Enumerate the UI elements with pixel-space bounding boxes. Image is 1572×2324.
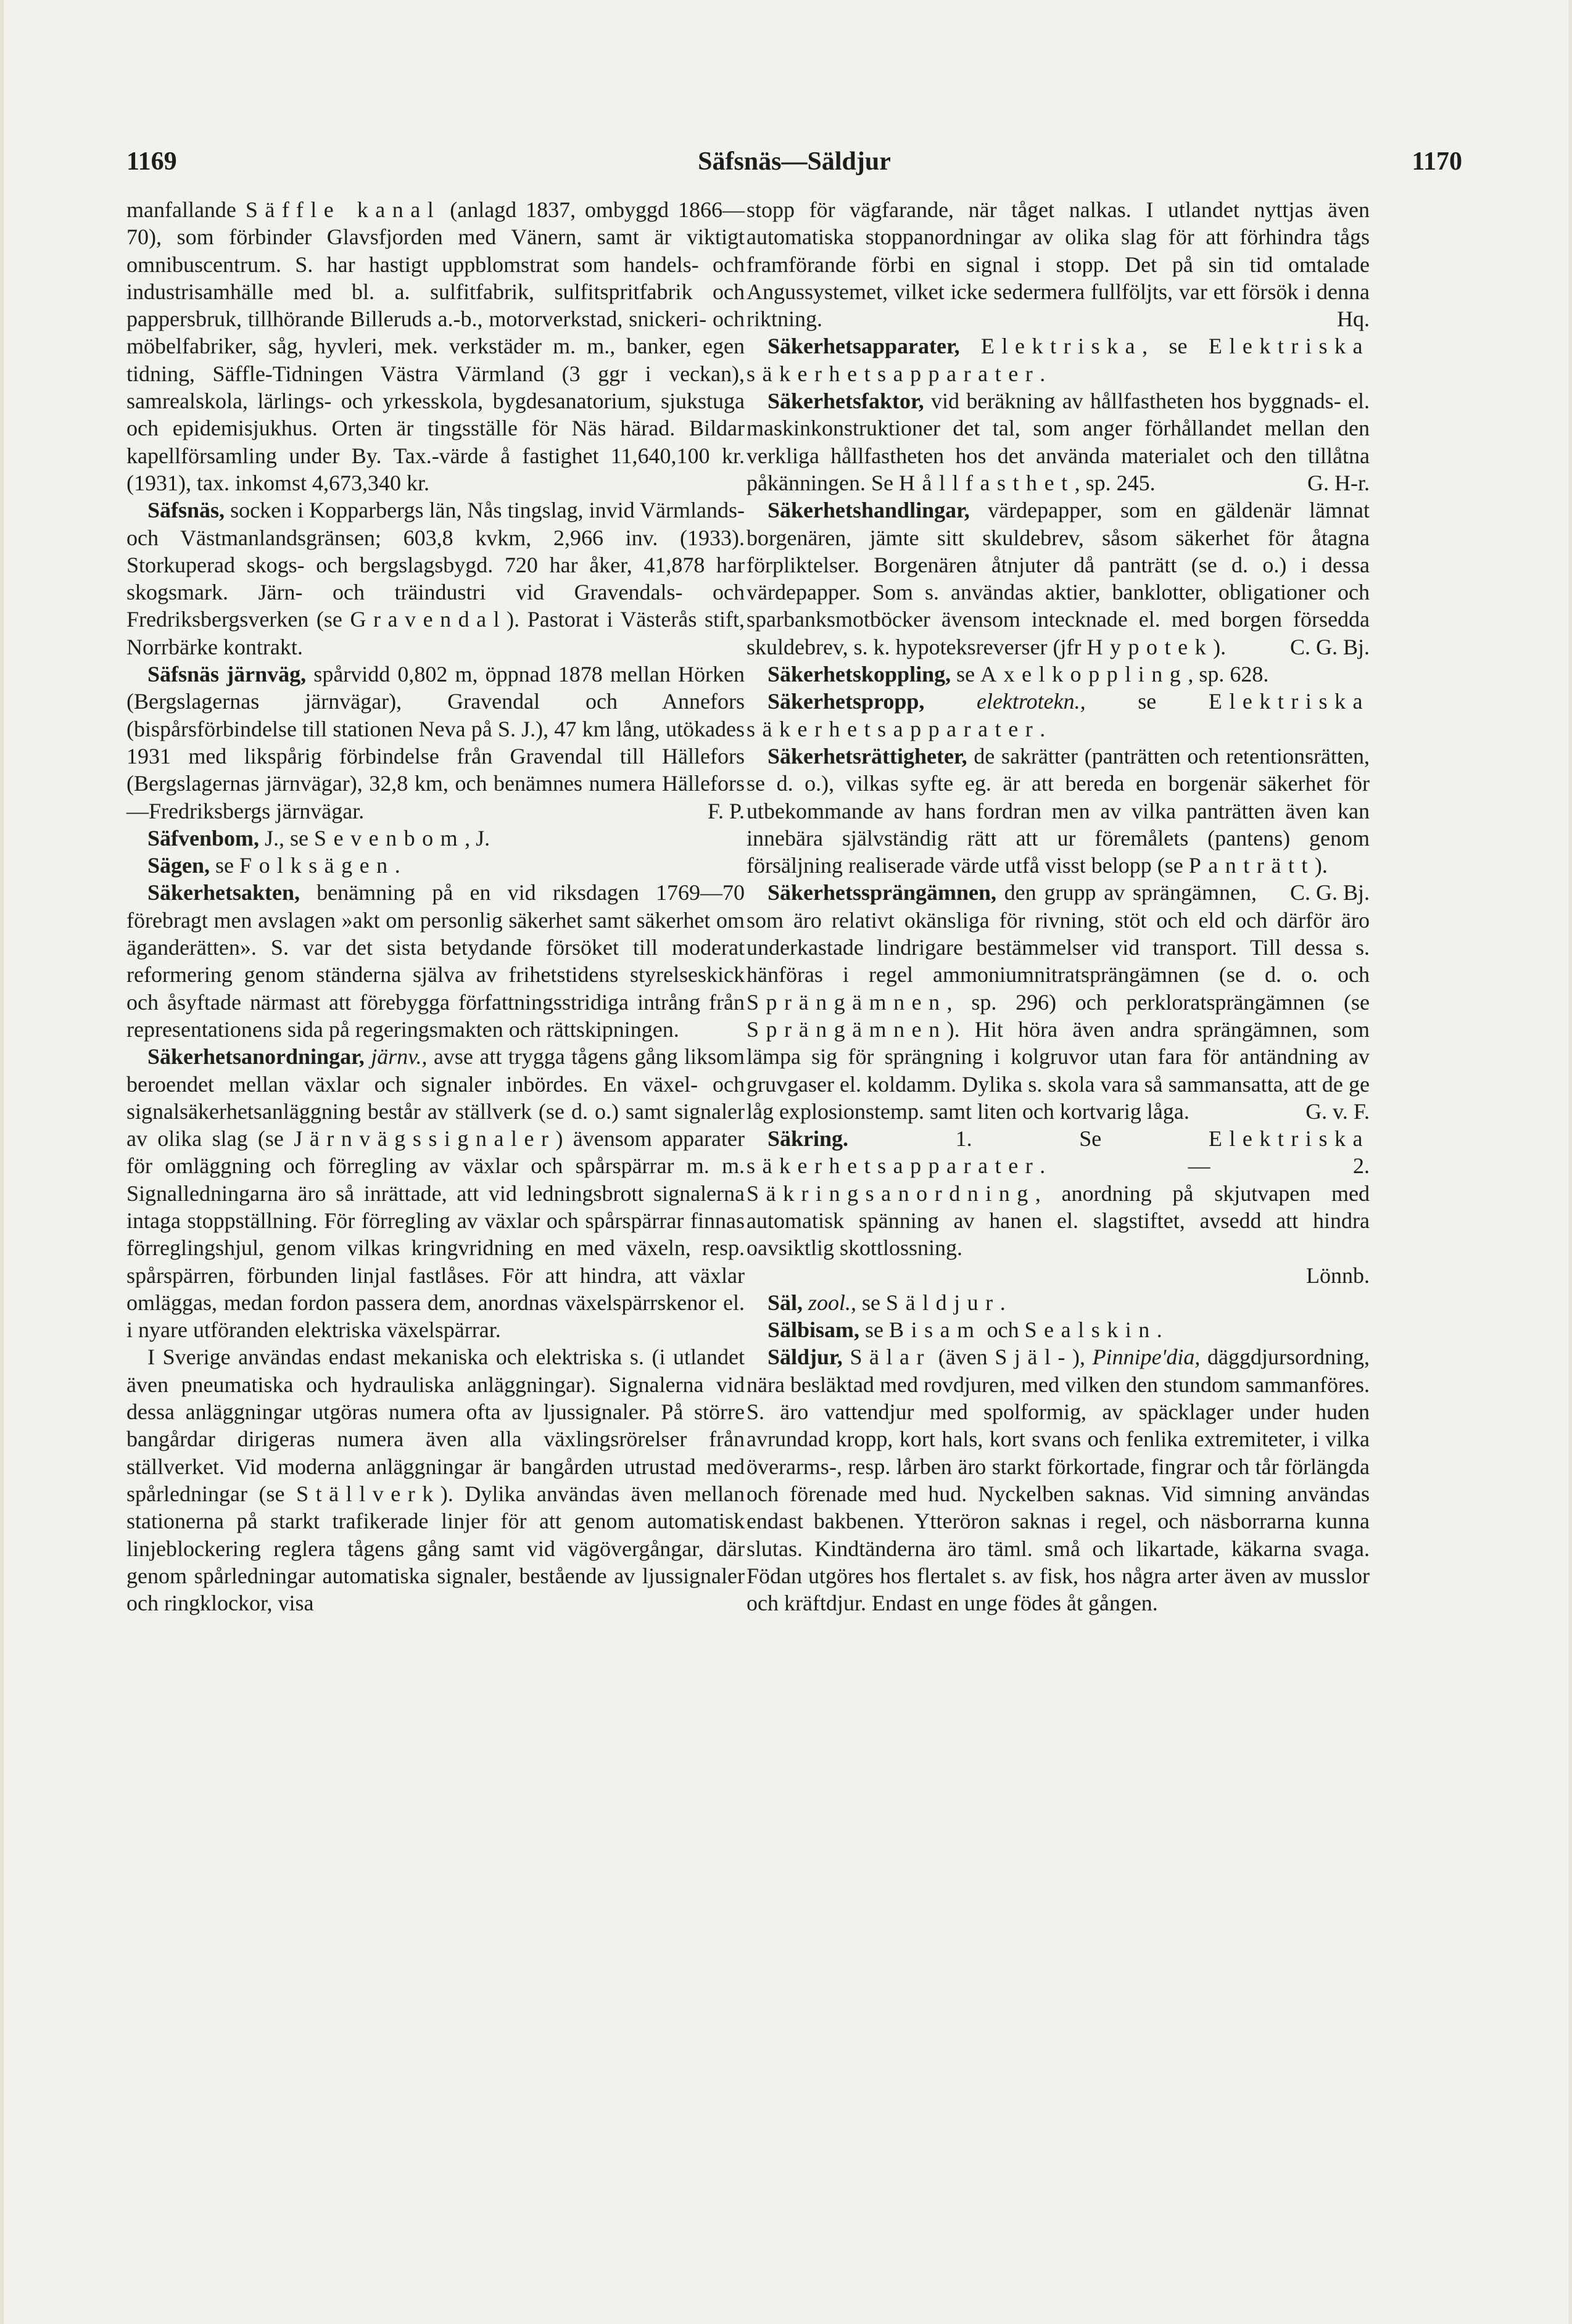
headword: Säl, xyxy=(767,1290,803,1315)
running-title: Säfsnäs—Säldjur xyxy=(698,147,891,176)
entry-sakerhetsfaktor: Säkerhetsfaktor, vid beräkning av hållfastheten hos byggnads- el. maskinkonstruktioner det tal, som anger förhållandet mellan den verkliga hållfastheten hos det använda materialet och den tillåtna påkänningen. Se Hållfasthet, sp. 245. G. H-r. xyxy=(747,387,1370,497)
headword: Säkerhetshandlingar, xyxy=(767,498,970,523)
entry-sakerhetsanordningar-end: stopp för vägfarande, när tåget nalkas. I utlandet nyttjas även automatiska stoppanordningar av olika slag för att förhindra tågs framförande förbi en signal i stopp. Det på sin tid omtalade Angussystemet, vilket icke sedermera fullföljts, var ett försök i denna riktning. Hq. xyxy=(747,196,1370,332)
author-signature: G. H-r. xyxy=(1307,470,1370,495)
left-column xyxy=(126,196,745,1617)
headword: Säkerhetsfaktor, xyxy=(767,389,924,414)
author-signature: C. G. Bj. xyxy=(1289,880,1370,905)
entry-safsnas: Säfsnäs, socken i Kopparbergs län, Nås tingslag, invid Värmlands- och Västmanlandsgränsen; 603,8 kvkm, 2,966 inv. (1933). Storkuperad skogs- och bergslagsbygd. 720 har åker, 41,878 har skogsmark. Järn- och träindustri vid Gravendals- och Fredriksbergsverken (se Gravendal). Pastorat i Västerås stift, Norrbärke kontrakt. xyxy=(126,498,745,659)
entry-sakerhetshandlingar: Säkerhetshandlingar, värdepapper, som en gäldenär lämnat borgenären, jämte sitt skuldebrev, såsom säkerhet för åtagna förpliktelser. Borgenären åtnjuter då panträtt (se d. o.) i dessa värdepapper. Som s. användas aktier, banklotter, obligationer och sparbanksmotböcker ävensom intecknade el. med borgen försedda skuldebrev, s. k. hypoteksreverser (jfr Hypotek). C. G. Bj. xyxy=(747,497,1370,661)
entry-sakerhetspropp: Säkerhetspropp, elektrotekn., se Elektriska säkerhetsapparater. xyxy=(747,689,1370,741)
headword: Säkerhetsakten, xyxy=(147,880,300,905)
headword: Säfsnäs järnväg, xyxy=(147,662,307,687)
entry-sagen: Sägen, se Folksägen. xyxy=(147,853,400,878)
entry-sakerhetsakten: Säkerhetsakten, benämning på en vid riksdagen 1769—70 förebragt men avslagen »akt om personlig säkerhet samt säkerhet om äganderätten». S. var det sista betydande försöket till moderat reformering genom ständerna själva av frihetstidens styrelseskick och åsyftade närmast att förebygga författningsstridiga intrång från representationens sida på regeringsmakten och rättskipningen. xyxy=(126,880,745,1042)
entry-sakerhetsanordningar-cont: I Sverige användas endast mekaniska och elektriska s. (i utlandet även pneumatiska och hydrauliska anläggningar). Signalerna vid dessa anläggningar utgöras numera ofta av ljussignaler. På större bangårdar dirigeras numera även alla växlingsrörelser från ställverket. Vid moderna anläggningar är bangården utrustad med spårledningar (se Ställverk). Dylika användas även mellan stationerna på starkt trafikerade linjer för att genom automatisk linjeblockering reglera tågens gång samt vid vägövergångar, där genom spårledningar automatiska signaler, bestående av ljussignaler och ringklockor, visa xyxy=(126,1345,745,1616)
headword: Säkerhetsanordningar, xyxy=(147,1044,365,1069)
entry-sal: Säl, zool., se Säldjur. xyxy=(767,1290,1006,1315)
entry-sakerhetssprangamnen: Säkerhetssprängämnen, den grupp av sprängämnen, som äro relativt okänsliga för rivning, stöt och eld och därför äro underkastade lindrigare bestämmelser vid transport. Till dessa s. hänföras i regel ammoniumnitratsprängämnen (se d. o. och Sprängämnen, sp. 296) och perkloratsprängämnen (se Sprängämnen). Hit höra även andra sprängämnen, som lämpa sig för sprängning i kolgruvor utan fara för antändning av gruvgaser el. koldamm. Dylika s. skola vara så sammansatta, att de ge låg explosionstemp. samt liten och kortvarig låga. G. v. F. xyxy=(747,879,1370,1125)
entry-salbisam: Sälbisam, se Bisam och Sealskin. xyxy=(767,1317,1162,1343)
headword: Säkerhetsrättigheter, xyxy=(767,743,967,768)
headword: Säldjur, xyxy=(767,1345,843,1370)
headword: Säkring. xyxy=(767,1126,849,1152)
headword: Säkerhetssprängämnen, xyxy=(767,880,997,905)
entry-sakerhetsanordningar: Säkerhetsanordningar, järnv., avse att trygga tågens gång liksom beroendet mellan växlar och signaler inbördes. En växel- och signalsäkerhetsanläggning består av ställverk (se d. o.) samt signaler av olika slag (se Järnvägssignaler) ävensom apparater för omläggning och förregling av växlar och spårspärrar m. m. Signalledningarna äro så inrättade, att vid ledningsbrott signalerna intaga stoppställning. För förregling av växlar och spårspärrar finnas förreglingshjul, genom vilkas kringvridning en med växeln, resp. spårspärren, förbunden linjal fastlåses. För att hindra, att växlar omläggas, medan fordon passera dem, anordnas växelspärrskenor el. i nyare utföranden elektriska växelspärrar. xyxy=(126,1044,745,1343)
right-column xyxy=(747,196,1370,1617)
entry-sakerhetskoppling: Säkerhetskoppling, se Axelkoppling, sp. 628. xyxy=(767,662,1269,687)
author-signature: G. v. F. xyxy=(1305,1098,1370,1124)
page-header xyxy=(126,147,1462,184)
author-signature: Lönnb. xyxy=(1306,1263,1370,1288)
headword: Sägen, xyxy=(147,853,210,878)
entry-saffle-continuation: manfallande Säffle kanal (anlagd 1837, ombyggd 1866—70), som förbinder Glavsfjorden med Vänern, samt är viktigt omnibuscentrum. S. har hastigt uppblomstrat som handels- och industrisamhälle med bl. a. sulfitfabrik, sulfitspritfabrik och pappersbruk, tillhörande Billeruds a.-b., motorverkstad, snickeri- och möbelfabriker, såg, hyvleri, mek. verkstäder m. m., banker, egen tidning, Säffle-Tidningen Västra Värmland (3 ggr i veckan), samrealskola, lärlings- och yrkesskola, bygdesanatorium, sjukstuga och epidemisjukhus. Orten är tingsställe för Näs härad. Bildar kapellförsamling under By. Tax.-värde å fastighet 11,640,100 kr. (1931), tax. inkomst 4,673,340 kr. xyxy=(126,197,745,495)
headword: Säfvenbom, xyxy=(147,825,260,851)
author-signature: Hq. xyxy=(1337,307,1370,332)
entry-saldjur: Säldjur, Sälar (även Själ-), Pinnipe'dia, däggdjursordning, nära besläktad med rovdjuren, med vilken den stundom sammanföres. S. äro vattendjur med spolformig, av späcklager under huden avrundad kropp, kort hals, kort svans och fenlika extremiteter, i vilka överarms-, resp. lårben äro starkt förkortade, fingrar och tår förlängda och förenade med hud. Nyckelben saknas. Vid simning användas endast bakbenen. Ytteröron saknas i regel, och näsborrarna kunna slutas. Kindtänderna äro täml. små och likartade, käkarna svaga. Födan utgöres hos flertalet s. av fisk, hos några arter även av musslor och kräftdjur. Endast en unge födes åt gången. xyxy=(747,1345,1370,1616)
author-signature: C. G. Bj. xyxy=(1289,634,1370,659)
entry-sakerhetsrattigheter: Säkerhetsrättigheter, de sakrätter (panträtten och retentionsrätten, se d. o.), vilkas syfte eg. är att bereda en borgenär säkerhet för utbekommande av hans fordran men av vilka panträtten även kan innebära självständig rätt att ur föremålets (pantens) genom försäljning realiserade värde utfå visst belopp (se Panträtt). C. G. Bj. xyxy=(747,743,1370,879)
headword: Säkerhetspropp, xyxy=(767,689,925,714)
headword: Säkerhetskoppling, xyxy=(767,662,951,687)
entry-safsnas-jarnvag: Säfsnäs järnväg, spårvidd 0,802 m, öppnad 1878 mellan Hörken (Bergslagernas järnvägar), Gravendal och Annefors (bispårsförbindelse till stationen Neva på S. J.), 47 km lång, utökades 1931 med likspårig förbindelse från Gravendal till Hällefors (Bergslagernas järnvägar), 32,8 km, och benämnes numera Hällefors—Fredriksbergs järnvägar. F. P. xyxy=(126,661,745,825)
entry-sakring: Säkring. 1. Se Elektriska säkerhetsapparater. — 2. Säkringsanordning, anordning på skjutvapen med automatisk spänning av hanen el. slagstiftet, avsedd att hindra oavsiktlig skottlossning. xyxy=(747,1126,1370,1261)
entry-safvenbom: Säfvenbom, J., se Sevenbom, J. xyxy=(147,825,490,851)
entry-sakerhetsapparater: Säkerhetsapparater, Elektriska, se Elektriska säkerhetsapparater. xyxy=(747,334,1370,386)
headword: Sälbisam, xyxy=(767,1317,860,1343)
author-signature: F. P. xyxy=(707,798,745,823)
headword: Säfsnäs, xyxy=(147,498,225,523)
page-number-left: 1169 xyxy=(126,147,177,176)
page-number-right: 1170 xyxy=(1412,147,1462,176)
headword: Säkerhetsapparater, xyxy=(767,334,960,359)
